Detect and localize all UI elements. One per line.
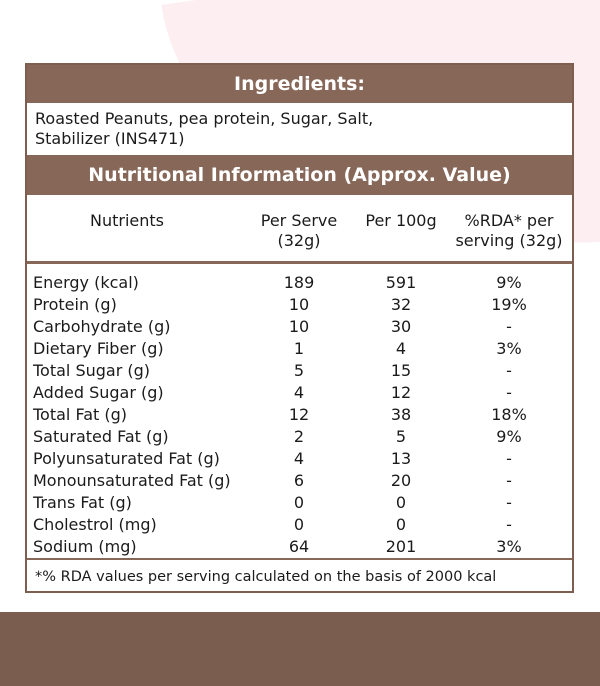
per-100g-value: 32	[390, 295, 412, 314]
rda-value: -	[506, 383, 512, 402]
rda-value: -	[506, 515, 512, 534]
nutrient-name: Added Sugar (g)	[33, 383, 164, 402]
rda-value: 18%	[491, 405, 527, 424]
per-serve-value: 4	[293, 383, 305, 402]
per-100g-value: 201	[385, 537, 417, 556]
table-row	[27, 272, 572, 294]
table-row	[27, 536, 572, 558]
per-serve-value: 10	[288, 317, 310, 336]
rda-value: -	[506, 317, 512, 336]
nutrient-name: Total Fat (g)	[33, 405, 127, 424]
rda-value: -	[506, 471, 512, 490]
rda-footnote: *% RDA values per serving calculated on the basis of 2000 kcal	[35, 569, 497, 585]
per-serve-value: 1	[293, 339, 305, 358]
nutrition-table-body	[27, 264, 572, 560]
nutrient-name: Monounsaturated Fat (g)	[33, 471, 231, 490]
table-row	[27, 404, 572, 426]
per-serve-value: 12	[288, 405, 310, 424]
per-100g-value: 13	[390, 449, 412, 468]
rda-value: 3%	[496, 537, 522, 556]
per-serve-value: 10	[288, 295, 310, 314]
table-row	[27, 426, 572, 448]
ingredients-line-1: Roasted Peanuts, pea protein, Sugar, Salt,	[35, 109, 374, 128]
per-100g-value: 0	[395, 515, 407, 534]
nutrient-name: Dietary Fiber (g)	[33, 339, 164, 358]
table-row	[27, 338, 572, 360]
table-column-headers	[27, 195, 572, 264]
nutrient-name: Saturated Fat (g)	[33, 427, 169, 446]
col-rda-line-2: serving (32g)	[455, 231, 563, 250]
rda-value: 3%	[496, 339, 522, 358]
per-100g-value: 0	[395, 493, 407, 512]
nutrient-name: Cholestrol (mg)	[33, 515, 157, 534]
per-100g-value: 12	[390, 383, 412, 402]
col-nutrients-label: Nutrients	[90, 211, 164, 230]
per-serve-value: 0	[293, 493, 305, 512]
nutrient-name: Polyunsaturated Fat (g)	[33, 449, 220, 468]
per-100g-value: 20	[390, 471, 412, 490]
per-serve-value: 2	[293, 427, 305, 446]
per-serve-value: 4	[293, 449, 305, 468]
table-row	[27, 316, 572, 338]
per-100g-value: 38	[390, 405, 412, 424]
nutrient-name: Protein (g)	[33, 295, 117, 314]
table-row	[27, 294, 572, 316]
table-row	[27, 382, 572, 404]
col-header-nutrients	[67, 211, 187, 231]
col-header-per-100g	[353, 211, 449, 231]
col-per-serve-line-1: Per Serve	[260, 211, 338, 230]
per-100g-value: 30	[390, 317, 412, 336]
nutrition-heading: Nutritional Information (Approx. Value)	[27, 155, 572, 195]
nutrition-label	[25, 63, 574, 593]
per-100g-value: 15	[390, 361, 412, 380]
ingredients-line-2: Stabilizer (INS471)	[35, 129, 185, 148]
table-row	[27, 492, 572, 514]
rda-value: -	[506, 449, 512, 468]
col-header-per-serve	[249, 211, 349, 251]
col-per-100g-label: Per 100g	[365, 211, 437, 230]
nutrient-name: Sodium (mg)	[33, 537, 137, 556]
rda-value: 9%	[496, 427, 522, 446]
per-serve-value: 64	[288, 537, 310, 556]
nutrient-name: Total Sugar (g)	[33, 361, 151, 380]
ingredients-text	[27, 103, 572, 155]
bottom-band	[0, 612, 600, 686]
table-row	[27, 514, 572, 536]
rda-value: 19%	[491, 295, 527, 314]
rda-value: -	[506, 493, 512, 512]
per-serve-value: 0	[293, 515, 305, 534]
col-header-rda	[445, 211, 573, 251]
ingredients-heading: Ingredients:	[27, 65, 572, 103]
per-serve-value: 5	[293, 361, 305, 380]
per-100g-value: 5	[395, 427, 407, 446]
table-row	[27, 470, 572, 492]
table-row	[27, 448, 572, 470]
per-100g-value: 4	[395, 339, 407, 358]
nutrient-name: Energy (kcal)	[33, 273, 139, 292]
col-per-serve-line-2: (32g)	[277, 231, 321, 250]
nutrient-name: Trans Fat (g)	[33, 493, 132, 512]
col-rda-line-1: %RDA* per	[464, 211, 554, 230]
rda-value: 9%	[496, 273, 522, 292]
rda-value: -	[506, 361, 512, 380]
per-serve-value: 6	[293, 471, 305, 490]
per-100g-value: 591	[385, 273, 417, 292]
nutrient-name: Carbohydrate (g)	[33, 317, 171, 336]
table-row	[27, 360, 572, 382]
per-serve-value: 189	[283, 273, 315, 292]
